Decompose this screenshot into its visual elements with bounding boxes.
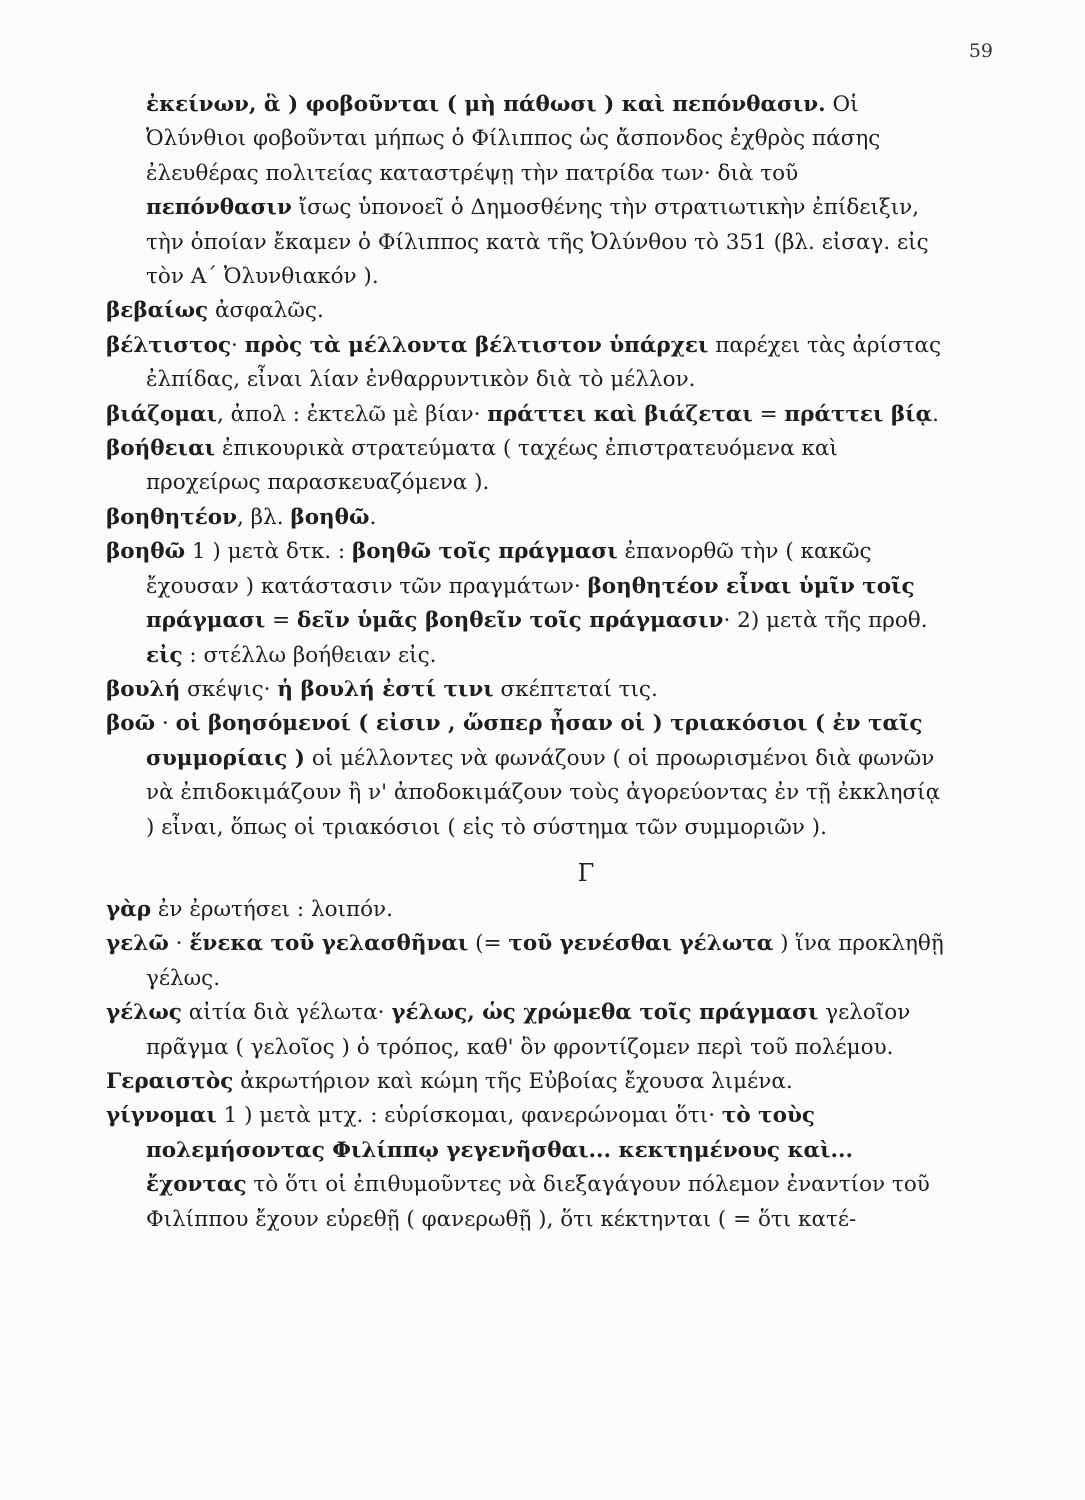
entry-text: αἰτία διὰ γέλωτα·	[181, 1000, 392, 1026]
entry-term: βέλτιστος	[106, 332, 232, 358]
entry-term: βιάζομαι	[106, 401, 217, 427]
entry-term: εἰς	[146, 642, 183, 668]
dictionary-entry	[106, 535, 946, 673]
entry-text: ·	[168, 931, 190, 957]
entry-text: Οἱ Ὀλύνθιοι φοβοῦνται μήπως ὁ Φίλιππος ὡς ἄσπονδος ἐχθρὸς πάσης ἐλευθέρας πολιτείας καταστρέψῃ τὴν πατρίδα των· διὰ τοῦ	[146, 92, 881, 186]
entry-text: ἐν ἐρωτήσει : λοιπόν.	[151, 896, 393, 922]
entry-term: βοήθειαι	[106, 436, 216, 462]
entry-term: γέλως, ὡς χρώμεθα τοῖς πράγμασι	[391, 1000, 819, 1026]
entry-text: ·	[155, 711, 176, 737]
entry-text: ἐπανορθῶ τὴν ( κακῶς ἔχουσαν ) κατάστασιν τῶν πραγμάτων·	[146, 539, 872, 599]
entry-term: γὰρ	[106, 896, 152, 922]
entry-term: βοηθῶ	[106, 539, 186, 565]
entry-text: , ἀπολ : ἐκτελῶ μὲ βίαν·	[217, 401, 488, 427]
entry-text: (=	[468, 931, 509, 957]
entry-term: πράττει καὶ βιάζεται	[487, 401, 753, 427]
entry-term: βοηθητέον	[106, 504, 238, 530]
entry-text: =	[752, 401, 785, 427]
entry-term: πεπόνθασιν	[146, 195, 292, 221]
dictionary-content	[106, 88, 946, 1237]
entry-term: τοῦ γενέσθαι γέλωτα	[508, 931, 774, 957]
entry-term: ἐκείνων, ἃ ) φοβοῦνται ( μὴ πάθωσι ) καὶ πεπόνθασιν.	[146, 92, 826, 117]
entry-text: σκέπτεταί τις.	[493, 676, 658, 702]
entry-text: οἱ μέλλοντες νὰ φωνάζουν ( οἱ προωρισμένοι διὰ φωνῶν νὰ ἐπιδοκιμάζουν ἢ ν' ἀποδοκιμάζουν τοὺς ἀγορεύοντας ἐν τῇ ἐκκλησίᾳ ) εἶναι, ὅπως οἱ τριακόσιοι ( εἰς τὸ σύστημα τῶν συμμοριῶν ).	[146, 745, 941, 840]
entry-term: ἕνεκα τοῦ γελασθῆναι	[189, 931, 469, 957]
entry-term: γελῶ	[106, 931, 169, 957]
entry-term: δεῖν ὑμᾶς βοηθεῖν τοῖς πράγμασιν	[297, 608, 724, 634]
entry-term: βοηθῶ	[290, 504, 370, 530]
entry-text: .	[932, 401, 939, 427]
dictionary-entry	[106, 329, 946, 398]
entry-text: ἐπικουρικὰ στρατεύματα ( ταχέως ἐπιστρατευόμενα καὶ προχείρως παρασκευαζόμενα ).	[146, 436, 838, 496]
dictionary-entry	[106, 1099, 946, 1237]
page-number: 59	[968, 40, 993, 62]
dictionary-entry	[106, 996, 946, 1065]
dictionary-entry	[106, 294, 946, 328]
entry-text: =	[265, 608, 297, 634]
entry-term: βοηθῶ τοῖς πράγμασι	[352, 539, 618, 565]
dictionary-entry	[106, 432, 946, 501]
entry-term: γέλως	[106, 1000, 182, 1026]
dictionary-entry	[106, 673, 946, 707]
entry-text: ·	[231, 332, 245, 358]
entry-term: ἡ βουλή ἐστί τινι	[277, 676, 494, 702]
dictionary-entry	[106, 927, 946, 996]
entry-term: τὸ τοὺς πολεμήσοντας Φιλίππῳ γεγενῆσθαι... κεκτημένους καὶ... ἔχοντας	[146, 1103, 853, 1198]
entry-text: τὸ ὅτι οἱ ἐπιθυμοῦντες νὰ διεξαγάγουν πόλεμον ἐναντίον τοῦ Φιλίππου ἔχουν εὑρεθῇ ( φανερωθῇ ), ὅτι κέκτηνται ( = ὅτι κατέ-	[146, 1172, 930, 1232]
entry-text: : στέλλω βοήθειαν εἰς.	[182, 642, 437, 668]
entry-term: βεβαίως	[106, 298, 209, 324]
entry-text: ἀκρωτήριον καὶ κώμη τῆς Εὐβοίας ἔχουσα λιμένα.	[233, 1068, 793, 1094]
dictionary-entry	[106, 893, 946, 927]
entry-text: σκέψις·	[180, 676, 278, 702]
dictionary-entry	[106, 398, 946, 432]
dictionary-entry	[106, 88, 946, 294]
entries-beta	[106, 88, 946, 845]
entry-term: βοῶ	[106, 711, 156, 737]
entry-text: παρέχει τὰς ἀρίστας ἐλπίδας, εἶναι λίαν ἐνθαρρυντικὸν διὰ τὸ μέλλον.	[146, 332, 942, 393]
entry-term: πρὸς τὰ μέλλοντα βέλτιστον ὑπάρχει	[244, 332, 709, 358]
entry-term: γίγνομαι	[106, 1103, 217, 1129]
dictionary-entry	[106, 1065, 946, 1099]
dictionary-entry	[106, 501, 946, 535]
section-letter-heading: Γ	[577, 858, 595, 887]
entry-text: 1 ) μετὰ μτχ. : εὑρίσκομαι, φανερώνομαι ὅτι·	[216, 1103, 722, 1129]
entry-term: βοηθητέον εἶναι ὑμῖν τοῖς πράγμασι	[146, 573, 915, 634]
entries-gamma	[106, 893, 946, 1237]
entry-text: · 2) μετὰ τῆς προθ.	[723, 608, 928, 634]
entry-text: γελοῖον πρᾶγμα ( γελοῖος ) ὁ τρόπος, καθ' ὃν φροντίζομεν περὶ τοῦ πολέμου.	[146, 1000, 911, 1060]
entry-term: οἱ βοησόμενοί ( εἰσιν , ὥσπερ ἦσαν οἱ ) τριακόσιοι ( ἐν ταῖς συμμορίαις )	[146, 711, 923, 771]
entry-text: ) ἵνα προκληθῇ γέλως.	[146, 931, 944, 991]
entry-text: 1 ) μετὰ δτκ. :	[185, 539, 353, 565]
entry-text: ἀσφαλῶς.	[208, 298, 324, 324]
dictionary-entry	[106, 707, 946, 845]
entry-term: βουλή	[106, 676, 181, 702]
entry-text: .	[369, 504, 377, 530]
entry-text: , βλ.	[237, 504, 291, 530]
entry-text: ἴσως ὑπονοεῖ ὁ Δημοσθένης τὴν στρατιωτικὴν ἐπίδειξιν, τὴν ὁποίαν ἔκαμεν ὁ Φίλιππος κατὰ τῆς Ὀλύνθου τὸ 351 (βλ. εἰσαγ. εἰς τὸν Α΄ Ὀλυνθιακόν ).	[146, 195, 929, 290]
entry-term: Γεραιστὸς	[106, 1068, 234, 1094]
entry-term: πράττει βίᾳ	[784, 401, 933, 427]
